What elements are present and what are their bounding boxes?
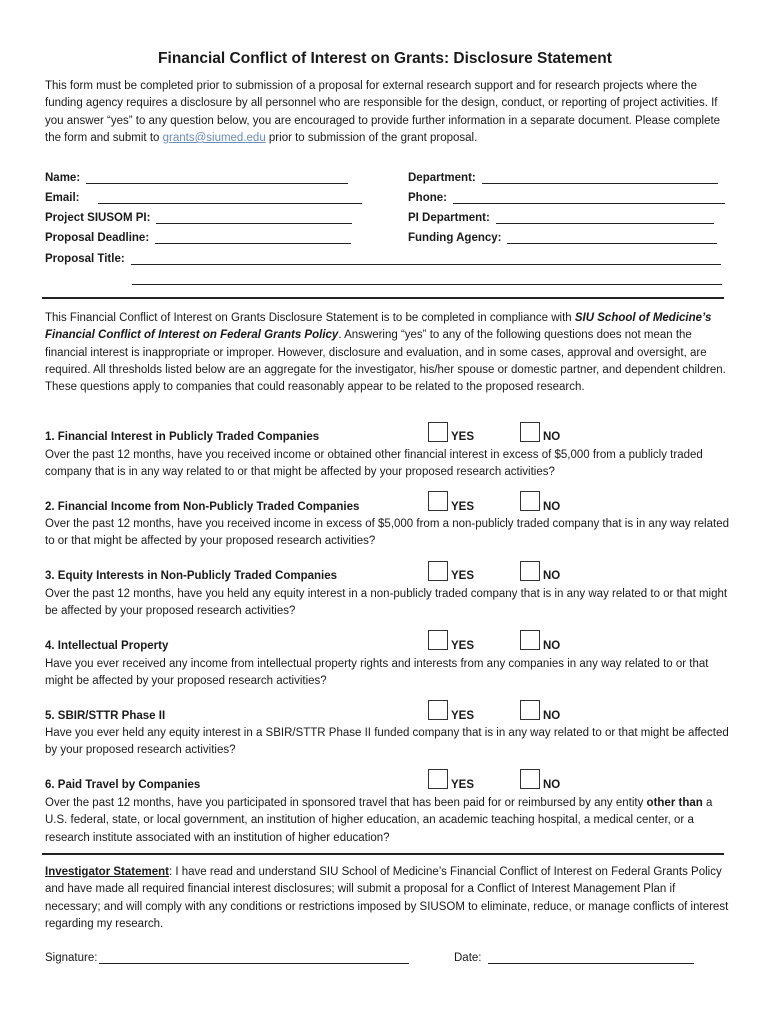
question-5-yes-checkbox[interactable] [428, 700, 448, 720]
question-4-no-label: NO [543, 640, 561, 652]
signature-label: Signature: [45, 952, 98, 964]
question-2-text: Over the past 12 months, have you received income in excess of $5,000 from a non-publicly traded company that is in any way related to or that might be affected by your proposed research activities? [45, 518, 729, 548]
question-5-text: Have you ever held any equity interest in a SBIR/STTR Phase II funded company that is in any way related to or that might be affected by your proposed research activities? [45, 727, 729, 757]
proposal-deadline-input-line[interactable] [155, 232, 351, 244]
question-1-no-checkbox[interactable] [520, 422, 540, 442]
question-6-emphasis: other than [646, 797, 703, 809]
name-field[interactable] [45, 172, 348, 184]
question-4-heading: 4. Intellectual Property [45, 640, 169, 652]
department-field[interactable] [408, 172, 718, 184]
funding-agency-input-line[interactable] [507, 232, 717, 244]
investigator-statement [45, 864, 730, 933]
pi-department-label: PI Department: [408, 212, 490, 224]
question-4-yes-checkbox[interactable] [428, 630, 448, 650]
policy-paragraph [45, 310, 730, 396]
question-3-heading: 3. Equity Interests in Non-Publicly Traded Companies [45, 570, 338, 582]
intro-paragraph [45, 78, 730, 147]
question-3-no-label: NO [543, 570, 561, 582]
investigator-statement-label: Investigator Statement [45, 866, 169, 878]
investigator-statement-text: : I have read and understand SIU School of Medicine’s Financial Conflict of Interest on Federal Grants Policy and have made all required financial interest disclosures; will submit a proposal for a Conflict of Interest Management Plan if necessary; and will comply with any conditions or restrictions imposed by SIUSOM to eliminate, reduce, or manage conflicts of interest regarding my research. [45, 866, 729, 930]
signature-field[interactable] [45, 952, 409, 964]
proposal-deadline-field[interactable] [45, 232, 351, 244]
question-6-text-end: a U.S. federal, state, or local government, an institution of higher education, an academic teaching hospital, a medical center, or a research institute associated with an institution of higher education? [45, 797, 713, 844]
question-3-yes-checkbox[interactable] [428, 561, 448, 581]
question-2-yes-label: YES [451, 501, 475, 513]
question-2-heading: 2. Financial Income from Non-Publicly Traded Companies [45, 501, 360, 513]
section-divider-2 [42, 853, 724, 855]
policy-text: This Financial Conflict of Interest on Grants Disclosure Statement is to be completed in compliance with [45, 312, 575, 324]
date-field[interactable] [454, 952, 694, 964]
grants-email-link[interactable]: grants@siumed.edu [162, 131, 266, 144]
question-4-text: Have you ever received any income from intellectual property rights and interests from any companies in any way related to or that might be affected by your proposed research activities? [45, 658, 709, 688]
question-3-no-checkbox[interactable] [520, 561, 540, 581]
intro-text: This form must be completed prior to submission of a proposal for external research support and for research projects where the funding agency requires a disclosure by all personnel who are responsible for the design, conduct, or reporting of project activities. If you answer “yes” to any question below, you are encouraged to provide further information in a separate document. Please complete the form and submit to [45, 80, 721, 144]
question-3-text: Over the past 12 months, have you held any equity interest in a non-publicly traded company that is in any way related to or that might be affected by your proposed research activities? [45, 588, 728, 618]
question-5-no-label: NO [543, 710, 561, 722]
question-3-yes-label: YES [451, 570, 475, 582]
question-6-yes-checkbox[interactable] [428, 769, 448, 789]
question-1-text: Over the past 12 months, have you received income or obtained other financial interest in excess of $5,000 from a publicly traded company that is in any way related to or that might be affected by your proposed research activities? [45, 449, 703, 479]
phone-label: Phone: [408, 192, 447, 204]
project-pi-field[interactable] [45, 212, 352, 224]
question-6-text-start: Over the past 12 months, have you participated in sponsored travel that has been paid for or reimbursed by any entity [45, 797, 647, 809]
pi-department-input-line[interactable] [496, 212, 714, 224]
question-6-no-label: NO [543, 779, 561, 791]
policy-name: SIU School of Medicine’s Financial Conflict of Interest on Federal Grants Policy [45, 312, 712, 342]
name-input-line[interactable] [86, 172, 348, 184]
policy-text-end: . Answering “yes” to any of the following questions does not mean the financial interest is inappropriate or improper. However, disclosure and evaluation, and in some cases, approval and oversight, are required. All thresholds listed below are an aggregate for the investigator, his/her spouse or domestic partner, and dependent children. These questions apply to companies that could reasonably appear to be related to the proposed research. [45, 329, 726, 394]
question-2-no-label: NO [543, 501, 561, 513]
question-6-text [45, 795, 730, 847]
department-input-line[interactable] [482, 172, 718, 184]
proposal-title-label: Proposal Title: [45, 253, 125, 265]
question-6-heading: 6. Paid Travel by Companies [45, 779, 201, 791]
phone-input-line[interactable] [453, 192, 725, 204]
email-field[interactable] [45, 192, 362, 204]
question-1-no-label: NO [543, 431, 561, 443]
page-title: Financial Conflict of Interest on Grants: Disclosure Statement [158, 50, 612, 67]
question-5-yes-label: YES [451, 710, 475, 722]
question-2-no-checkbox[interactable] [520, 491, 540, 511]
question-1-yes-checkbox[interactable] [428, 422, 448, 442]
department-label: Department: [408, 172, 476, 184]
proposal-deadline-label: Proposal Deadline: [45, 232, 150, 244]
intro-text-end: prior to submission of the grant proposal. [265, 131, 478, 144]
section-divider [42, 297, 724, 299]
question-5-heading: 5. SBIR/STTR Phase II [45, 710, 166, 722]
project-pi-label: Project SIUSOM PI: [45, 212, 151, 224]
question-1-yes-label: YES [451, 431, 475, 443]
question-6-yes-label: YES [451, 779, 475, 791]
email-label: Email: [45, 192, 80, 204]
name-label: Name: [45, 172, 81, 184]
proposal-title-input-line[interactable] [131, 253, 721, 265]
question-4-no-checkbox[interactable] [520, 630, 540, 650]
question-1-heading: 1. Financial Interest in Publicly Traded Companies [45, 431, 320, 443]
signature-input-line[interactable] [99, 952, 409, 964]
question-4-yes-label: YES [451, 640, 475, 652]
funding-agency-field[interactable] [408, 232, 717, 244]
question-5-no-checkbox[interactable] [520, 700, 540, 720]
date-input-line[interactable] [488, 952, 694, 964]
question-2-yes-checkbox[interactable] [428, 491, 448, 511]
proposal-title-field[interactable] [45, 253, 721, 265]
funding-agency-label: Funding Agency: [408, 232, 502, 244]
question-6-no-checkbox[interactable] [520, 769, 540, 789]
pi-department-field[interactable] [408, 212, 714, 224]
email-input-line[interactable] [98, 192, 362, 204]
proposal-title-input-line-2[interactable] [132, 273, 722, 285]
project-pi-input-line[interactable] [156, 212, 352, 224]
date-label: Date: [454, 952, 482, 964]
phone-field[interactable] [408, 192, 725, 204]
